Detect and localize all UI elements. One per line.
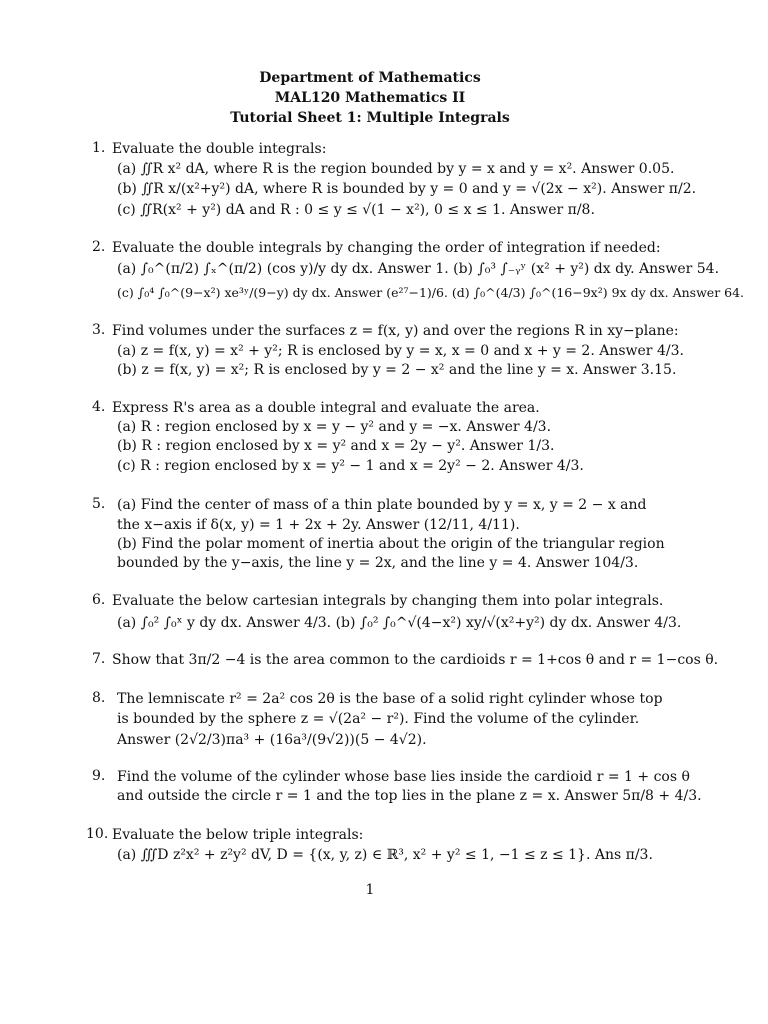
problem-line: and outside the circle r = 1 and the top lies in the plane z = x. Answer 5π/8 + 4/3. bbox=[117, 788, 702, 804]
department-heading: Department of Mathematics bbox=[259, 70, 481, 86]
problem-line: (a) ∭D z²x² + z²y² dV, D = {(x, y, z) ∈ ℝ³, x² + y² ≤ 1, −1 ≤ z ≤ 1}. Ans π/3. bbox=[117, 847, 653, 863]
problem-line: Evaluate the below triple integrals: bbox=[112, 827, 364, 843]
problem-number: 4. bbox=[92, 399, 106, 415]
problem-line: Show that 3π/2 −4 is the area common to the cardioids r = 1+cos θ and r = 1−cos θ. bbox=[112, 652, 719, 668]
problem-line: (a) ∫₀² ∫₀ˣ y dy dx. Answer 4/3. (b) ∫₀² ∫₀^√(4−x²) xy/√(x²+y²) dy dx. Answer 4/3. bbox=[117, 615, 682, 631]
problem-number: 5. bbox=[92, 496, 106, 512]
course-heading: MAL120 Mathematics II bbox=[274, 90, 466, 106]
problem-number: 10. bbox=[86, 826, 109, 842]
problem-line: Evaluate the double integrals by changing the order of integration if needed: bbox=[112, 240, 661, 256]
problem-number: 8. bbox=[92, 690, 106, 706]
problem-line: (a) z = f(x, y) = x² + y²; R is enclosed by y = x, x = 0 and x + y = 2. Answer 4/3. bbox=[117, 343, 684, 359]
problem-line: Find volumes under the surfaces z = f(x, y) and over the regions R in xy−plane: bbox=[112, 323, 679, 339]
problem-line: The lemniscate r² = 2a² cos 2θ is the base of a solid right cylinder whose top bbox=[117, 691, 663, 707]
problem-line: (b) R : region enclosed by x = y² and x = 2y − y². Answer 1/3. bbox=[117, 438, 555, 454]
problem-line: the x−axis if δ(x, y) = 1 + 2x + 2y. Answer (12/11, 4/11). bbox=[117, 517, 520, 533]
problem-line: (c) ∬R(x² + y²) dA and R : 0 ≤ y ≤ √(1 − x²), 0 ≤ x ≤ 1. Answer π/8. bbox=[117, 202, 595, 218]
problem-number: 1. bbox=[92, 140, 106, 156]
problem-number: 2. bbox=[92, 239, 106, 255]
problem-number: 7. bbox=[92, 651, 106, 667]
problem-line: Answer (2√2/3)πa³ + (16a³/(9√2))(5 − 4√2). bbox=[117, 732, 427, 748]
problem-line: Find the volume of the cylinder whose base lies inside the cardioid r = 1 + cos θ bbox=[117, 769, 690, 785]
problem-line: is bounded by the sphere z = √(2a² − r²). Find the volume of the cylinder. bbox=[117, 711, 640, 727]
problem-line: (c) ∫₀⁴ ∫₀^(9−x²) xe³ʸ/(9−y) dy dx. Answer (e²⁷−1)/6. (d) ∫₀^(4/3) ∫₀^(16−9x²) 9x dy dx. Answer 64. bbox=[117, 285, 745, 300]
problem-line: Evaluate the below cartesian integrals by changing them into polar integrals. bbox=[112, 593, 664, 609]
problem-line: (c) R : region enclosed by x = y² − 1 and x = 2y² − 2. Answer 4/3. bbox=[117, 458, 584, 474]
problem-line: (a) ∬R x² dA, where R is the region bounded by y = x and y = x². Answer 0.05. bbox=[117, 161, 675, 177]
problem-line: (a) ∫₀^(π/2) ∫ₓ^(π/2) (cos y)/y dy dx. Answer 1. (b) ∫₀³ ∫₋ᵧʸ (x² + y²) dx dy. Answer 54. bbox=[117, 261, 720, 277]
problem-line: bounded by the y−axis, the line y = 2x, and the line y = 4. Answer 104/3. bbox=[117, 555, 639, 571]
problem-line: Express R's area as a double integral and evaluate the area. bbox=[112, 400, 540, 416]
problem-line: (b) ∬R x/(x²+y²) dA, where R is bounded by y = 0 and y = √(2x − x²). Answer π/2. bbox=[117, 181, 697, 197]
problem-line: (b) z = f(x, y) = x²; R is enclosed by y = 2 − x² and the line y = x. Answer 3.15. bbox=[117, 362, 677, 378]
problem-number: 3. bbox=[92, 322, 106, 338]
page-number: 1 bbox=[365, 882, 375, 898]
sheet-title: Tutorial Sheet 1: Multiple Integrals bbox=[230, 110, 510, 126]
problem-number: 6. bbox=[92, 592, 106, 608]
problem-line: (a) R : region enclosed by x = y − y² and y = −x. Answer 4/3. bbox=[117, 419, 552, 435]
problem-line: (a) Find the center of mass of a thin plate bounded by y = x, y = 2 − x and bbox=[117, 497, 647, 513]
problem-line: (b) Find the polar moment of inertia about the origin of the triangular region bbox=[117, 536, 665, 552]
problem-number: 9. bbox=[92, 768, 106, 784]
problem-line: Evaluate the double integrals: bbox=[112, 141, 327, 157]
